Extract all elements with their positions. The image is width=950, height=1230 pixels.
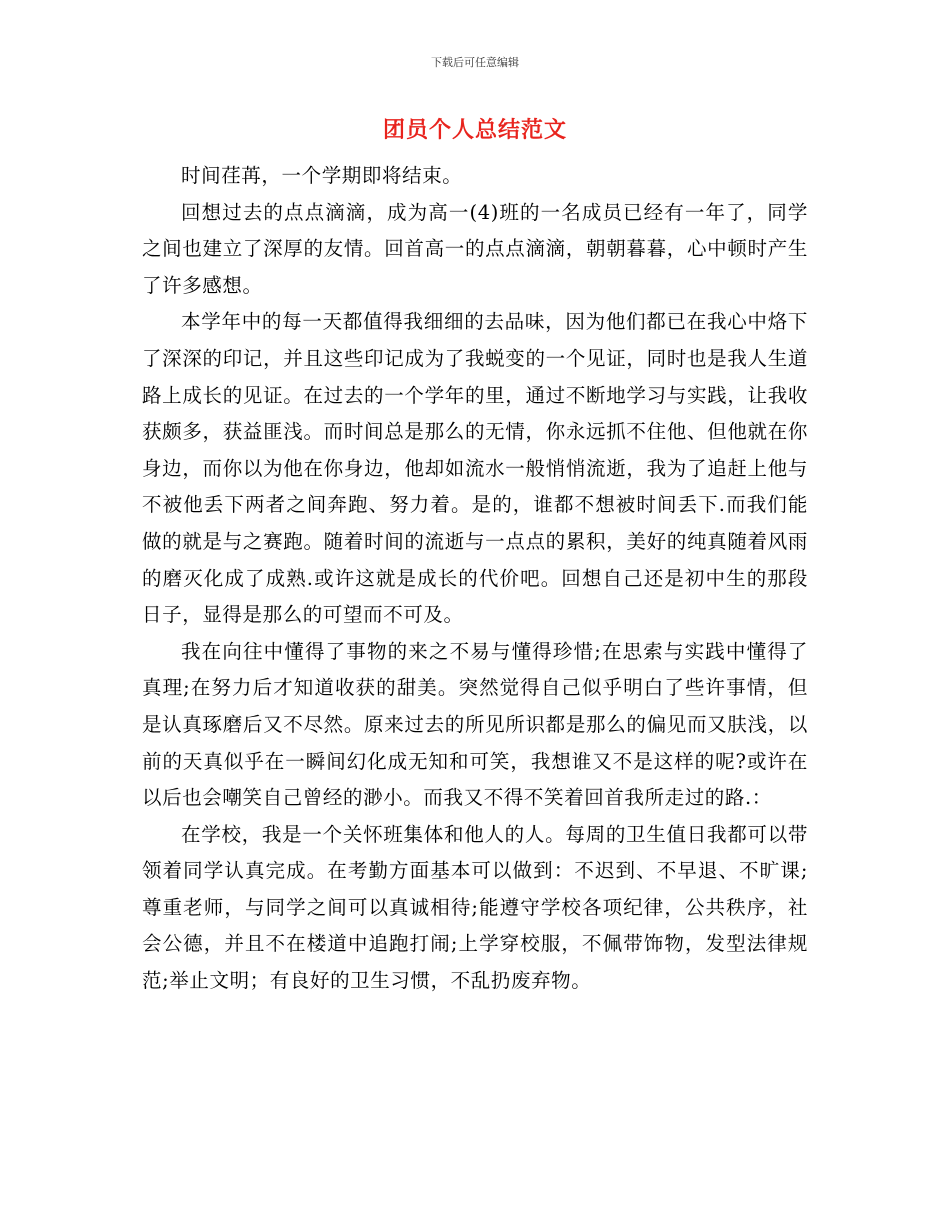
paragraph-5: 在学校，我是一个关怀班集体和他人的人。每周的卫生值日我都可以带领着同学认真完成。在考勤方面基本可以做到：不迟到、不早退、不旷课;尊重老师，与同学之间可以真诚相待;能遵守学校各项纪律，公共秩序，社会公德，并且不在楼道中追跑打闹;上学穿校服，不佩带饰物，发型法律规范;举止文明；有良好的卫生习惯，不乱扔废弃物。 [142,822,808,993]
paragraph-1: 时间荏苒，一个学期即将结束。 [181,164,463,187]
paragraph-2: 回想过去的点点滴滴，成为高一(4)班的一名成员已经有一年了，同学之间也建立了深厚的友情。回首高一的点点滴滴，朝朝暮暮，心中顿时产生了许多感想。 [142,200,808,297]
paragraph-3: 本学年中的每一天都值得我细细的去品味，因为他们都已在我心中烙下了深深的印记，并且这些印记成为了我蜕变的一个见证，同时也是我人生道路上成长的见证。在过去的一个学年的里，通过不断地学习与实践，让我收获颇多，获益匪浅。而时间总是那么的无情，你永远抓不住他、但他就在你身边，而你以为他在你身边，他却如流水一般悄悄流逝，我为了追赶上他与不被他丢下两者之间奔跑、努力着。是的，谁都不想被时间丢下.而我们能做的就是与之赛跑。随着时间的流逝与一点点的累积，美好的纯真随着风雨的磨灭化成了成熟.或许这就是成长的代价吧。回想自己还是初中生的那段日子，显得是那么的可望而不可及。 [142,310,808,627]
page-title: 团员个人总结范文 [382,118,567,143]
header-note: 下载后可任意编辑 [431,56,519,69]
paragraph-4: 我在向往中懂得了事物的来之不易与懂得珍惜;在思索与实践中懂得了真理;在努力后才知道收获的甜美。突然觉得自己似乎明白了些许事情，但是认真琢磨后又不尽然。原来过去的所见所识都是那么的偏见而又肤浅，以前的天真似乎在一瞬间幻化成无知和可笑，我想谁又不是这样的呢?或许在以后也会嘲笑自己曾经的渺小。而我又不得不笑着回首我所走过的路.： [142,639,808,810]
document-body [142,158,808,1000]
